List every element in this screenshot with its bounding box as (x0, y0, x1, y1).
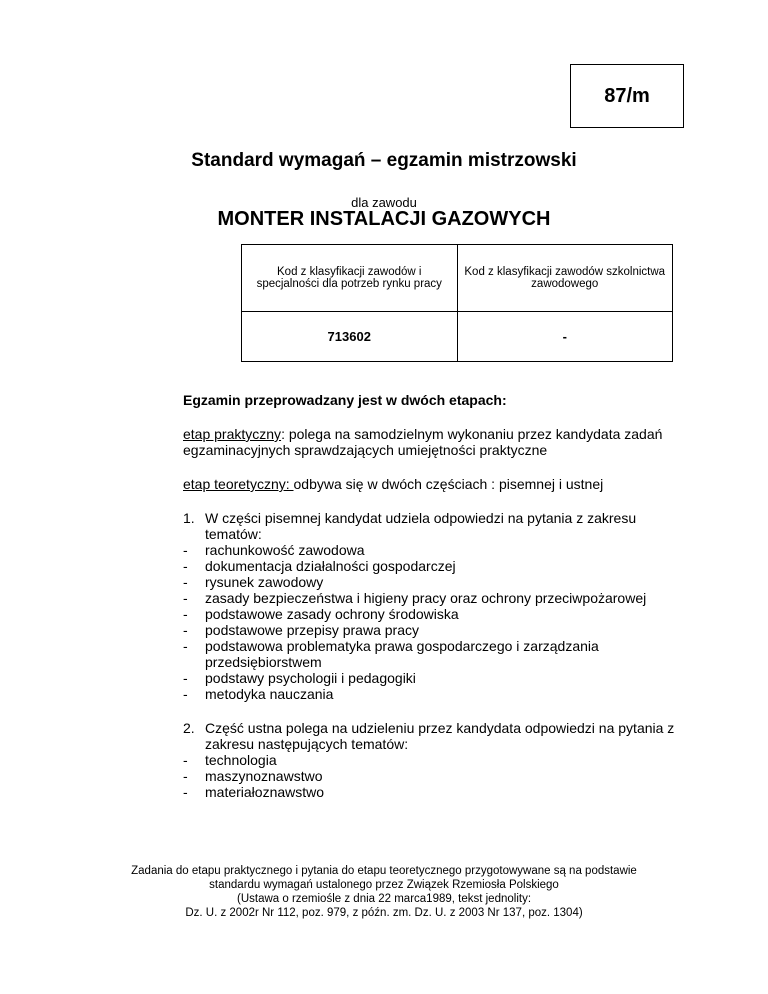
list-item: - rysunek zawodowy (183, 574, 324, 590)
header-school-code: Kod z klasyfikacji zawodów szkolnictwa zawodowego (457, 245, 673, 312)
exam-description (183, 392, 683, 800)
page-subtitle: dla zawodu (351, 195, 417, 210)
practical-stage (183, 426, 683, 458)
list-item: - podstawy psychologii i pedagogiki (183, 670, 416, 686)
list-item: - podstawowe przepisy prawa pracy (183, 622, 419, 638)
list-item: - dokumentacja działalności gospodarczej (183, 558, 456, 574)
page-title: Standard wymagań – egzamin mistrzowski (191, 150, 577, 171)
list-item: - technologia (183, 752, 277, 768)
document-code: 87/m (604, 84, 650, 107)
table-header-row (242, 245, 673, 312)
exam-heading: Egzamin przeprowadzany jest w dwóch etapach: (183, 392, 507, 408)
list-item: - zasady bezpieczeństwa i higieny pracy oraz ochrony przeciwpożarowej (183, 590, 647, 606)
list-item: - materiałoznawstwo (183, 784, 325, 800)
list-item: - rachunkowość zawodowa (183, 542, 365, 558)
footer-line: standardu wymagań ustalonego przez Związek Rzemiosła Polskiego (209, 879, 559, 891)
written-intro: 1. W części pisemnej kandydat udziela odpowiedzi na pytania z zakresu tematów: (183, 510, 637, 542)
profession-name: MONTER INSTALACJI GAZOWYCH (217, 208, 551, 230)
oral-part (183, 720, 683, 800)
list-item: - metodyka nauczania (183, 686, 334, 702)
written-part (183, 510, 683, 702)
theoretical-stage-label: etap teoretyczny: (183, 476, 294, 492)
value-labour-market-code: 713602 (242, 312, 458, 362)
footer-line: (Ustawa o rzemiośle z dnia 22 marca1989, tekst jednolity: (236, 893, 532, 905)
footer-line: Zadania do etapu praktycznego i pytania do etapu teoretycznego przygotowywane są na podstawie (131, 865, 637, 877)
value-school-code: - (457, 312, 673, 362)
oral-intro: 2. Część ustna polega na udzieleniu przez kandydata odpowiedzi na pytania z zakresu następujących tematów: (183, 720, 675, 752)
list-item: - podstawowe zasady ochrony środowiska (183, 606, 459, 622)
header-labour-market-code: Kod z klasyfikacji zawodów i specjalności dla potrzeb rynku pracy (242, 245, 458, 312)
table-value-row (242, 312, 673, 362)
document-code-box (570, 64, 684, 128)
list-item: - podstawowa problematyka prawa gospodarczego i zarządzania przedsiębiorstwem (183, 638, 599, 670)
practical-stage-label: etap praktyczny (183, 426, 282, 442)
classification-codes-table (241, 244, 673, 362)
legal-footer (0, 864, 768, 920)
practical-stage-text: : polega na samodzielnym wykonaniu przez kandydata zadań egzaminacyjnych sprawdzających umiejętności praktyczne (183, 426, 663, 458)
theoretical-stage (183, 476, 683, 492)
footer-line: Dz. U. z 2002r Nr 112, poz. 979, z późn. zm. Dz. U. z 2003 Nr 137, poz. 1304) (185, 907, 583, 919)
theoretical-stage-text: odbywa się w dwóch częściach : pisemnej i ustnej (293, 476, 604, 492)
list-item: - maszynoznawstwo (183, 768, 323, 784)
